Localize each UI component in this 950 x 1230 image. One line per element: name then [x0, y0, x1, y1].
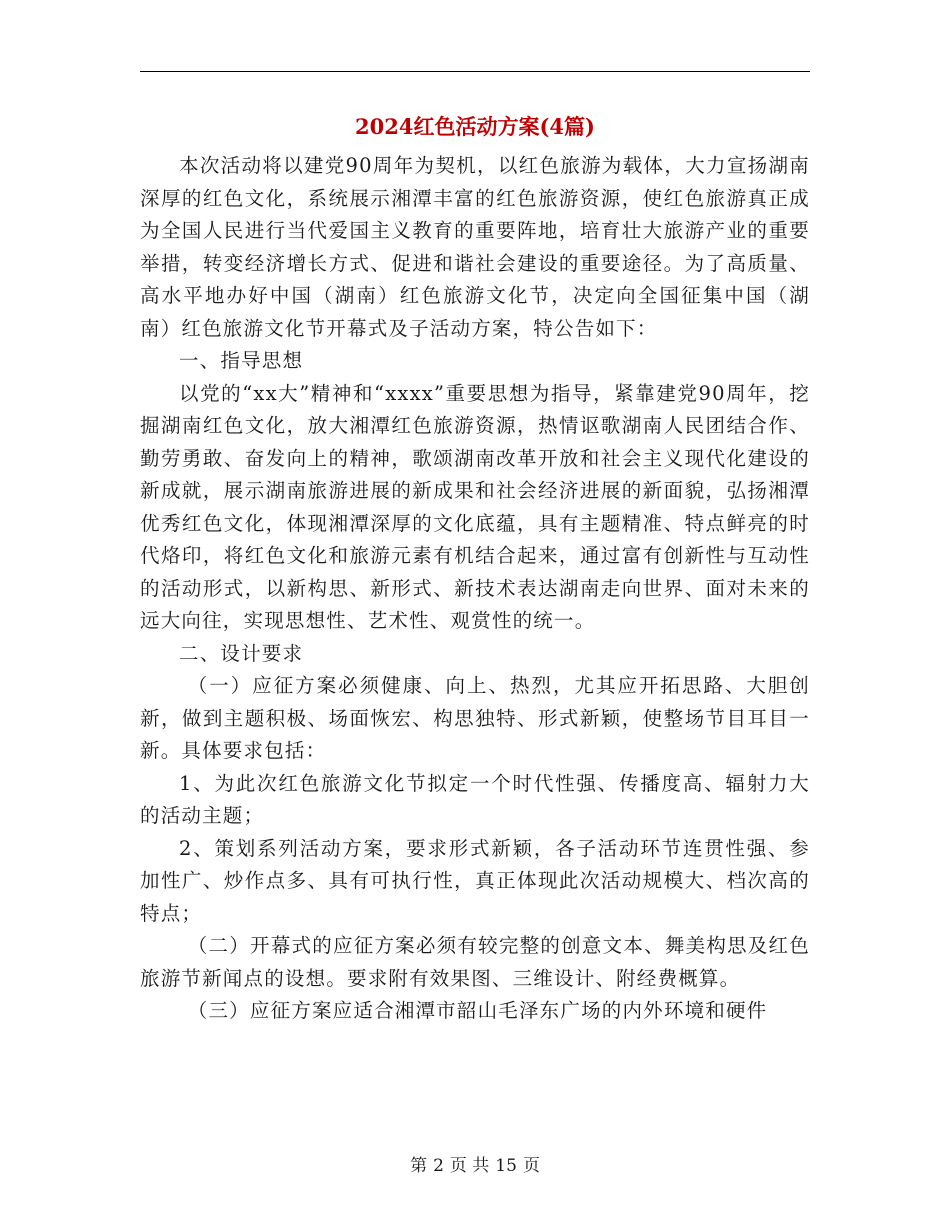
page-number: 2: [433, 1156, 444, 1176]
document-body: [140, 150, 810, 1028]
requirement-1-paragraph: （一）应征方案必须健康、向上、热烈，尤其应开拓思路、大胆创新，做到主题积极、场面恢宏、构思独特、形式新颖，使整场节目耳目一新。具体要求包括：: [140, 674, 810, 762]
guiding-ideology-paragraph: 以党的“xx大”精神和“xxxx”重要思想为指导，紧靠建党90周年，挖掘湖南红色文化，放大湘潭红色旅游资源，热情讴歌湖南人民团结合作、勤劳勇敢、奋发向上的精神，歌颂湖南改革开放和社会主义现代化建设的新成就，展示湖南旅游进展的新成果和社会经济进展的新面貌，弘扬湘潭优秀红色文化，体现湘潭深厚的文化底蕴，具有主题精准、特点鲜亮的时代烙印，将红色文化和旅游元素有机结合起来，通过富有创新性与互动性的活动形式，以新构思、新形式、新技术表达湖南走向世界、面对未来的远大向往，实现思想性、艺术性、观赏性的统一。: [140, 381, 810, 632]
section-heading-design-requirements: 二、设计要求: [179, 641, 304, 665]
footer-middle: 页 共: [449, 1156, 490, 1176]
footer-prefix: 第: [410, 1156, 428, 1176]
intro-paragraph: 本次活动将以建党90周年为契机，以红色旅游为载体，大力宣扬湖南深厚的红色文化，系统展示湘潭丰富的红色旅游资源，使红色旅游真正成为全国人民进行当代爱国主义教育的重要阵地，培育壮大旅游产业的重要举措，转变经济增长方式、促进和谐社会建设的重要途径。为了高质量、高水平地办好中国（湖南）红色旅游文化节，决定向全国征集中国（湖南）红色旅游文化节开幕式及子活动方案，特公告如下：: [140, 154, 810, 340]
page-total: 15: [495, 1156, 517, 1176]
page-footer: [140, 1155, 810, 1177]
requirement-item-1: 1、为此次红色旅游文化节拟定一个时代性强、传播度高、辐射力大的活动主题；: [140, 771, 810, 827]
section-heading-guiding-ideology: 一、指导思想: [179, 349, 304, 372]
header-rule: [140, 71, 810, 72]
requirement-3-paragraph: （三）应征方案应适合湘潭市韶山毛泽东广场的内外环境和硬件: [187, 999, 768, 1022]
requirement-2-paragraph: （二）开幕式的应征方案必须有较完整的创意文本、舞美构思及红色旅游节新闻点的设想。要求附有效果图、三维设计、附经费概算。: [140, 934, 810, 990]
footer-suffix: 页: [522, 1156, 540, 1176]
requirement-item-2: 2、策划系列活动方案，要求形式新颖，各子活动环节连贯性强、参加性广、炒作点多、具有可执行性，真正体现此次活动规模大、档次高的特点；: [140, 836, 810, 925]
document-title: 2024红色活动方案(4篇): [355, 114, 595, 139]
